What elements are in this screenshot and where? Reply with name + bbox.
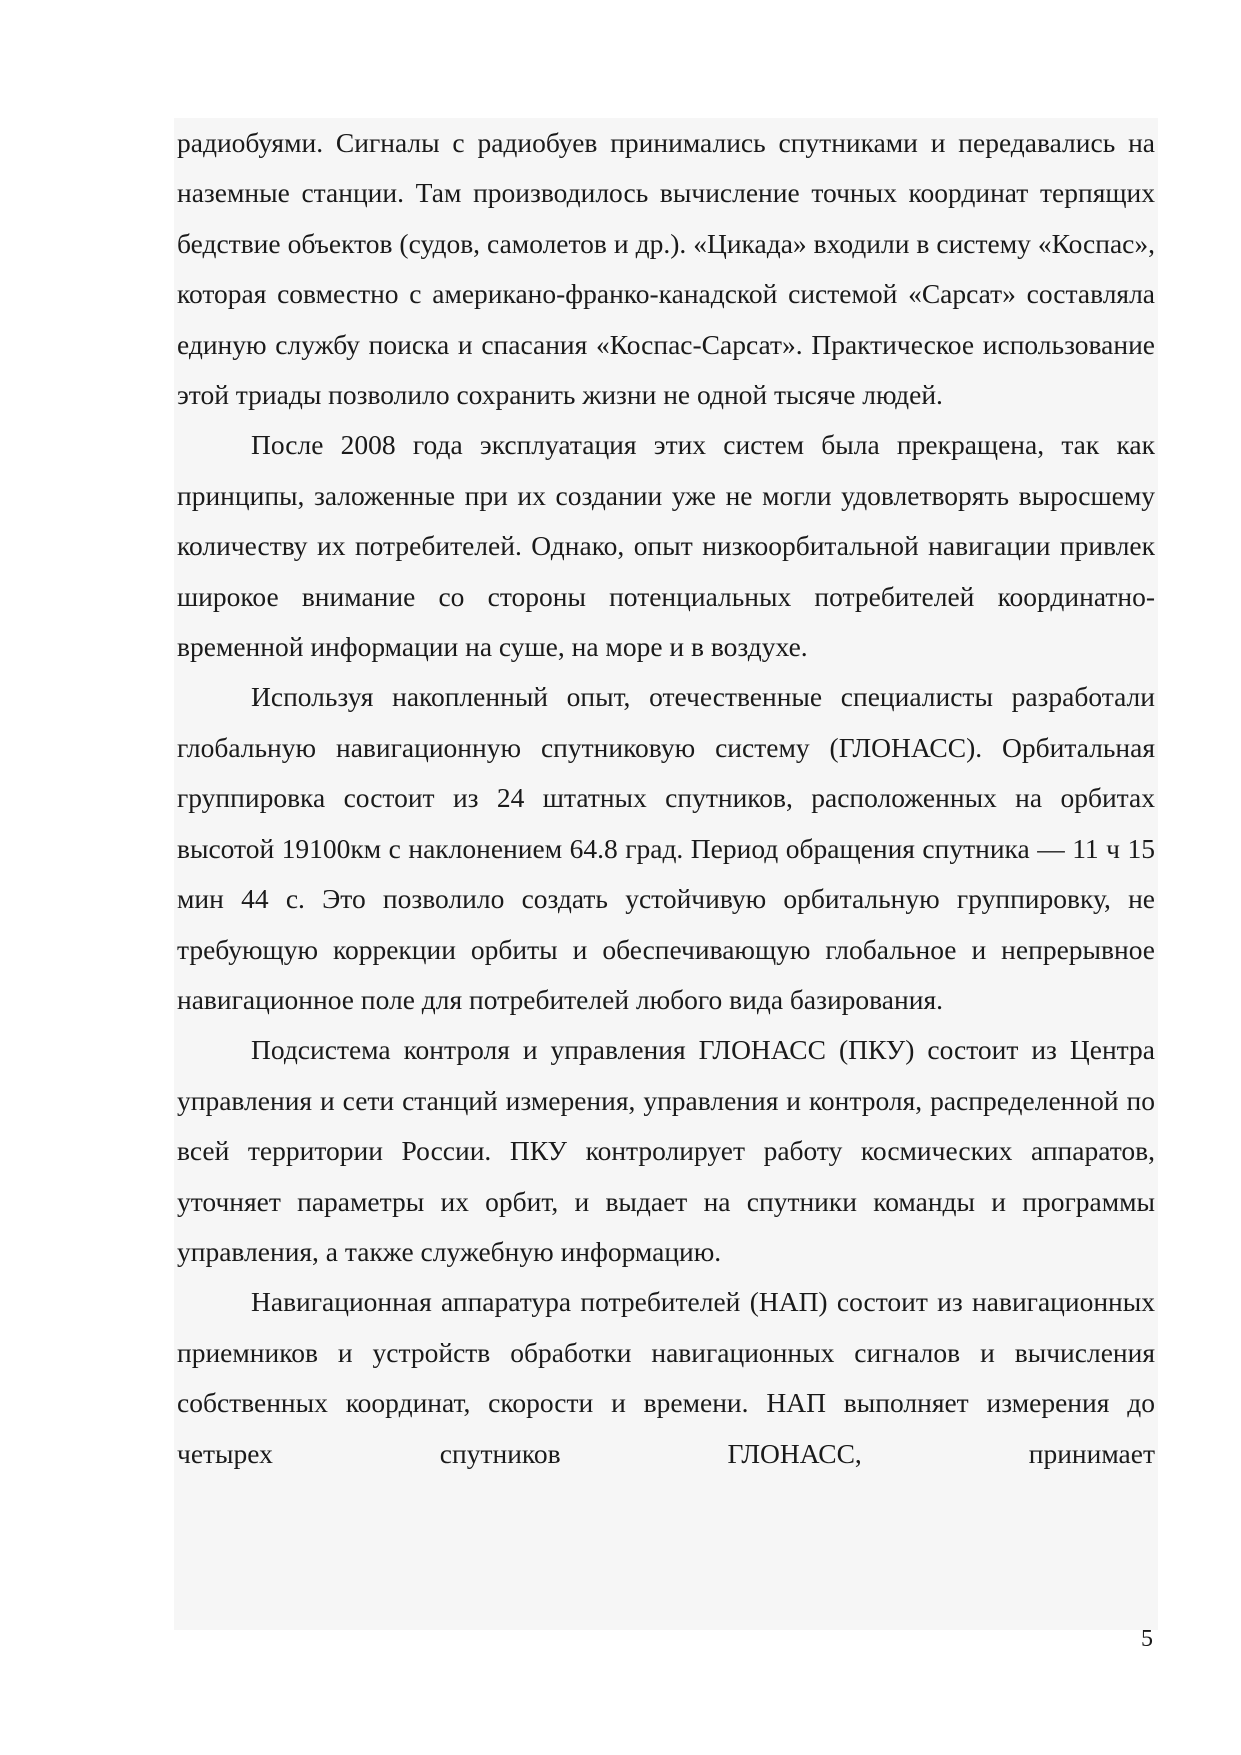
paragraph-5: Навигационная аппаратура потребителей (НАП) состоит из навигационных приемников и устройств обработки навигационных сигналов и вычисления собственных координат, скорости и времени. НАП выполняет измерения до четырех спутников ГЛОНАСС, принимает <box>177 1286 1155 1469</box>
paragraph-4: Подсистема контроля и управления ГЛОНАСС (ПКУ) состоит из Центра управления и сети станций измерения, управления и контроля, распределенной по всей территории России. ПКУ контролирует работу космических аппаратов, уточняет параметры их орбит, и выдает на спутники команды и программы управления, а также служебную информацию. <box>177 1034 1155 1267</box>
paragraph-1: радиобуями. Сигналы с радиобуев принимались спутниками и передавались на наземные станции. Там производилось вычисление точных координат терпящих бедствие объектов (судов, самолетов и др.). «Цикада» входили в систему «Коспас», которая совместно с американо-франко-канадской системой «Сарсат» составляла единую службу поиска и спасания «Коспас-Сарсат». Практическое использование этой триады позволило сохранить жизни не одной тысяче людей. <box>177 127 1155 411</box>
paragraph-2: После 2008 года эксплуатация этих систем была прекращена, так как принципы, заложенные при их создании уже не могли удовлетворять выросшему количеству их потребителей. Однако, опыт низкоорбитальной навигации привлек широкое внимание со стороны потенциальных потребителей координатно-временной информации на суше, на море и в воздухе. <box>177 429 1155 663</box>
text-body <box>174 118 1158 1630</box>
paragraph-3: Используя накопленный опыт, отечественные специалисты разработали глобальную навигационную спутниковую систему (ГЛОНАСС). Орбитальная группировка состоит из 24 штатных спутников, расположенных на орбитах высотой 19100км с наклонением 64.8 град. Период обращения спутника — 11 ч 15 мин 44 с. Это позволило создать устойчивую орбитальную группировку, не требующую коррекции орбиты и обеспечивающую глобальное и непрерывное навигационное поле для потребителей любого вида базирования. <box>177 681 1155 1015</box>
page-number: 5 <box>1141 1626 1153 1652</box>
